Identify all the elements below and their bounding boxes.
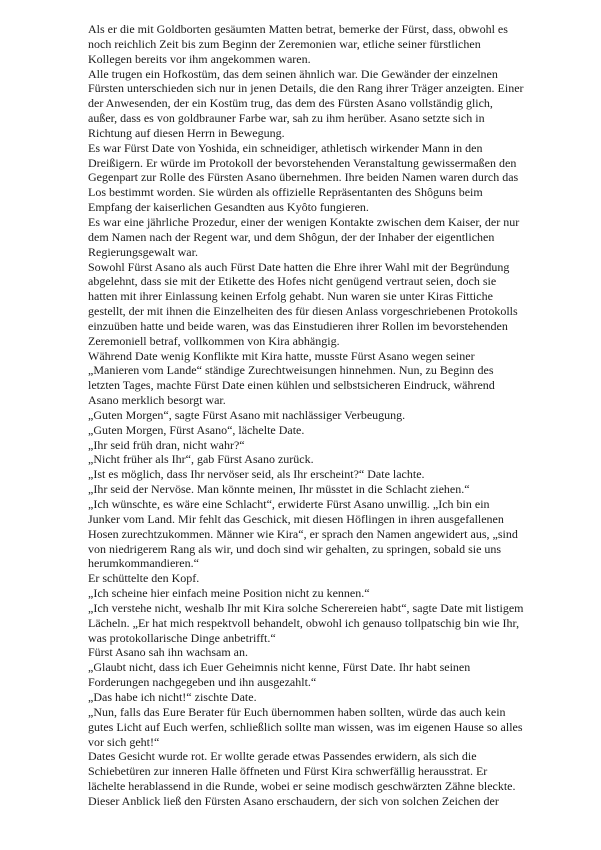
paragraph: „Guten Morgen“, sagte Fürst Asano mit nachlässiger Verbeugung. xyxy=(88,407,406,422)
paragraph: Er schüttelte den Kopf. xyxy=(88,571,200,586)
paragraph: „Guten Morgen, Fürst Asano“, lächelte Date. xyxy=(88,422,305,437)
paragraph: Als er die mit Goldborten gesäumten Matten betrat, bemerke der Fürst, dass, obwohl es noch reichlich Zeit bis zum Beginn der Zeremonien war, etliche seiner fürstlichen Kollegen bereits vor ihm angekommen waren. xyxy=(88,22,508,66)
paragraph: Es war Fürst Date von Yoshida, ein schneidiger, athletisch wirkender Mann in den Dreißigern. Er würde im Protokoll der bevorstehenden Veranstaltung gewissermaßen den Gegenpart zur Rolle des Fürsten Asano übernehmen. Ihre beiden Namen waren durch das Los bestimmt worden. Sie würden als offizielle Repräsentanten des Shôguns beim Empfang der kaiserlichen Gesandten aus Kyôto fungieren. xyxy=(88,140,519,215)
paragraph: Sowohl Fürst Asano als auch Fürst Date hatten die Ehre ihrer Wahl mit der Begründung abgelehnt, dass sie mit der Etikette des Hofes nicht genügend vertraut seien, doch sie hatten mit ihrer Einlassung keinen Erfolg gehabt. Nun waren sie unter Kiras Fittiche gestellt, der mit ihnen die Einzelheiten des für diesen Anlass vorgeschriebenen Protokolls einzuüben hatte und beide waren, was das Einstudieren ihrer Rollen im bevorstehenden Zeremoniell betraf, vollkommen von Kira abhängig. xyxy=(88,259,518,348)
paragraph: „Ich wünschte, es wäre eine Schlacht“, erwiderte Fürst Asano unwillig. „Ich bin ein Junker vom Land. Mir fehlt das Geschick, mit diesen Höflingen in ihren ausgefallenen Hosen zurechtzukommen. Männer wie Kira“, er sprach den Namen angewidert aus, „sind von niedrigerem Rang als wir, und doch sind wir gehalten, zu springen, sobald sie uns herumkommandieren.“ xyxy=(88,497,518,571)
paragraph: Dates Gesicht wurde rot. Er wollte gerade etwas Passendes erwidern, als sich die Schiebetüren zur inneren Halle öffneten und Fürst Kira schwerfällig herausstrat. Er lächelte herablassend in die Runde, wobei er seine modisch geschwärzten Zähne bleckte. xyxy=(88,749,516,794)
paragraph: „Ich verstehe nicht, weshalb Ihr mit Kira solche Scherereien habt“, sagte Date mit listigem Lächeln. „Er hat mich respektvoll behandelt, obwohl ich genauso tollpatschig bin wie Ihr, was protokollarische Dinge anbetrifft.“ xyxy=(88,600,524,645)
paragraph: „Ihr seid früh dran, nicht wahr?“ xyxy=(88,437,245,452)
paragraph: „Ich scheine hier einfach meine Position nicht zu kennen.“ xyxy=(88,586,370,601)
paragraph: Während Date wenig Konflikte mit Kira hatte, musste Fürst Asano wegen seiner „Manieren vom Lande“ ständige Zurechtweisungen hinnehmen. Nun, zu Beginn des letzten Tages, machte Fürst Date einen kühlen und selbstsicheren Eindruck, während Asano merklich besorgt war. xyxy=(88,348,495,408)
paragraph: „Ist es möglich, dass Ihr nervöser seid, als Ihr erscheint?“ Date lachte. xyxy=(88,467,425,482)
paragraph: Fürst Asano sah ihn wachsam an. xyxy=(88,645,248,660)
document-page xyxy=(88,22,524,809)
paragraph: Alle trugen ein Hofkostüm, das dem seinen ähnlich war. Die Gewänder der einzelnen Fürsten unterschieden sich nur in jenen Details, die den Rang ihrer Träger anzeigten. Einer der Anwesenden, der ein Kostüm trug, das dem des Fürsten Asano vollständig glich, außer, dass es von goldbrauner Farbe war, sah zu ihm herüber. Asano setzte sich in Richtung auf diesen Herrn in Bewegung. xyxy=(88,66,524,140)
paragraph: „Nun, falls das Eure Berater für Euch übernommen haben sollten, würde das auch kein gutes Licht auf Euch werfen, schließlich sollte man wissen, was im eigenen Hause so alles vor sich geht!“ xyxy=(88,704,523,749)
paragraph: Es war eine jährliche Prozedur, einer der wenigen Kontakte zwischen dem Kaiser, der nur dem Namen nach der Regent war, und dem Shôgun, der der Inhaber der eigentlichen Regierungsgewalt war. xyxy=(88,214,520,259)
paragraph: „Ihr seid der Nervöse. Man könnte meinen, Ihr müsstet in die Schlacht ziehen.“ xyxy=(88,482,470,497)
paragraph: Dieser Anblick ließ den Fürsten Asano erschaudern, der sich von solchen Zeichen der xyxy=(88,793,499,808)
paragraph: „Glaubt nicht, dass ich Euer Geheimnis nicht kenne, Fürst Date. Ihr habt seinen Forderungen nachgegeben und ihn ausgezahlt.“ xyxy=(88,660,471,690)
paragraph: „Nicht früher als Ihr“, gab Fürst Asano zurück. xyxy=(88,452,314,467)
paragraph: „Das habe ich nicht!“ zischte Date. xyxy=(88,689,257,704)
